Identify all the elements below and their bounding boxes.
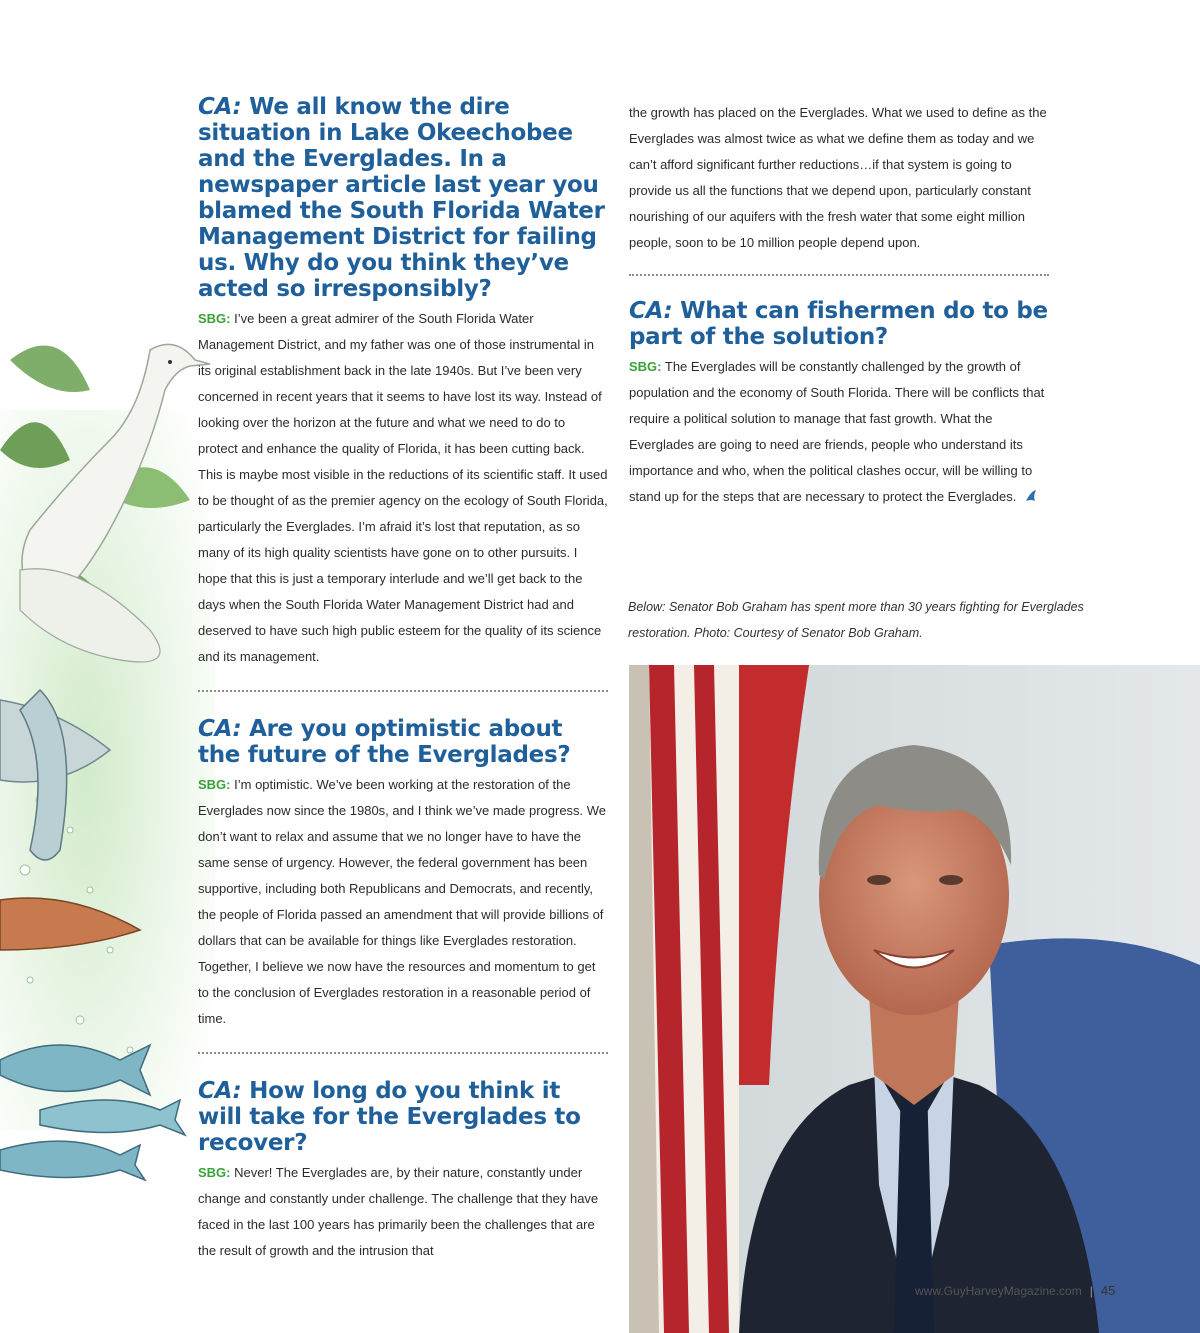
section-divider [198,1052,608,1054]
qa-section [198,1078,608,1264]
question-text: What can fishermen do to be part of the solution? [629,298,1048,350]
answer-paragraph [198,306,608,670]
speaker-label: SBG: [198,777,231,792]
left-column [198,94,608,1264]
question-text: How long do you think it will take for the Everglades to recover? [198,1078,581,1156]
continued-answer: the growth has placed on the Everglades. What we used to define as the Everglades was almost twice as what we define them as today and we can’t afford significant further reductions…if that system is going to provide us all the functions that we depend upon, particularly constant nourishing of our aquifers with the fresh water that some eight million people, soon to be 10 million people depend upon. [629,105,1047,250]
answer-text: Never! The Everglades are, by their nature, constantly under change and constantly under challenge. The challenge that they have faced in the last 100 years has primarily been the challenges that are the result of growth and the intrusion that [198,1165,599,1258]
interviewer-label: CA: [198,1078,242,1104]
section-divider [198,690,608,692]
answer-paragraph [198,1160,608,1264]
question-text: We all know the dire situation in Lake Okeechobee and the Everglades. In a newspaper article last year you blamed the South Florida Water Management District for failing us. Why do you think they’ve acted so irresponsibly? [198,94,605,302]
interviewer-label: CA: [198,716,242,742]
qa-section [629,298,1049,510]
portrait-photo [629,665,1200,1333]
interviewer-label: CA: [198,94,242,120]
speaker-label: SBG: [198,1165,231,1180]
question-heading [198,1078,608,1156]
section-divider [629,274,1049,276]
website-url: www.GuyHarveyMagazine.com [915,1284,1082,1298]
qa-section [198,94,608,670]
question-heading [198,716,608,768]
question-heading [629,298,1049,350]
speaker-label: SBG: [198,311,231,326]
page-number: 45 [1100,1283,1116,1298]
photo-caption: Below: Senator Bob Graham has spent more than 30 years fighting for Everglades restoration. Photo: Courtesy of Senator Bob Graham. [628,600,1084,640]
answer-paragraph [629,354,1049,510]
footer-separator: | [1089,1284,1093,1298]
question-text: Are you optimistic about the future of the Everglades? [198,716,571,768]
speaker-label: SBG: [629,359,662,374]
answer-text: I’ve been a great admirer of the South Florida Water Management District, and my father was one of those instrumental in its original establishment back in the late 1940s. But I’ve been very concerned in recent years that it seems to have lost its way. Instead of looking over the horizon at the future and what we need to do to protect and enhance the quality of Florida, it has been cutting back. This is maybe most visible in the reductions of its scientific staff. It used to be thought of as the premier agency on the ecology of South Florida, particularly the Everglades. I’m afraid it’s lost that reputation, as so many of its high quality scientists have gone on to other pursuits. I hope that this is just a temporary interlude and we’ll get back to the days when the South Florida Water Management District had and deserved to have such high public esteem for the quality of its science and its management. [198,311,608,664]
answer-text: I’m optimistic. We’ve been working at the restoration of the Everglades now since the 1980s, and I think we’ve made progress. We don’t want to relax and assume that we no longer have to have the same sense of urgency. However, the federal government has been supportive, including both Republicans and Democrats, and recently, the people of Florida passed an amendment that will provide billions of dollars that can be available for things like Everglades restoration. Together, I believe we now have the resources and momentum to get to the conclusion of Everglades restoration in a reasonable period of time. [198,777,607,1026]
right-column [629,100,1049,510]
page-footer [915,1283,1115,1298]
wildlife-illustration [0,330,215,1230]
answer-text: The Everglades will be constantly challenged by the growth of population and the economy of South Florida. There will be conflicts that require a political solution to manage that fast growth. What the Everglades are going to need are friends, people who understand its importance and who, when the political clashes occur, will be willing to stand up for the steps that are necessary to protect the Everglades. [629,359,1045,504]
interviewer-label: CA: [629,298,673,324]
qa-section [198,716,608,1032]
answer-paragraph [198,772,608,1032]
question-heading [198,94,608,302]
fish-end-mark-icon [1024,486,1038,500]
